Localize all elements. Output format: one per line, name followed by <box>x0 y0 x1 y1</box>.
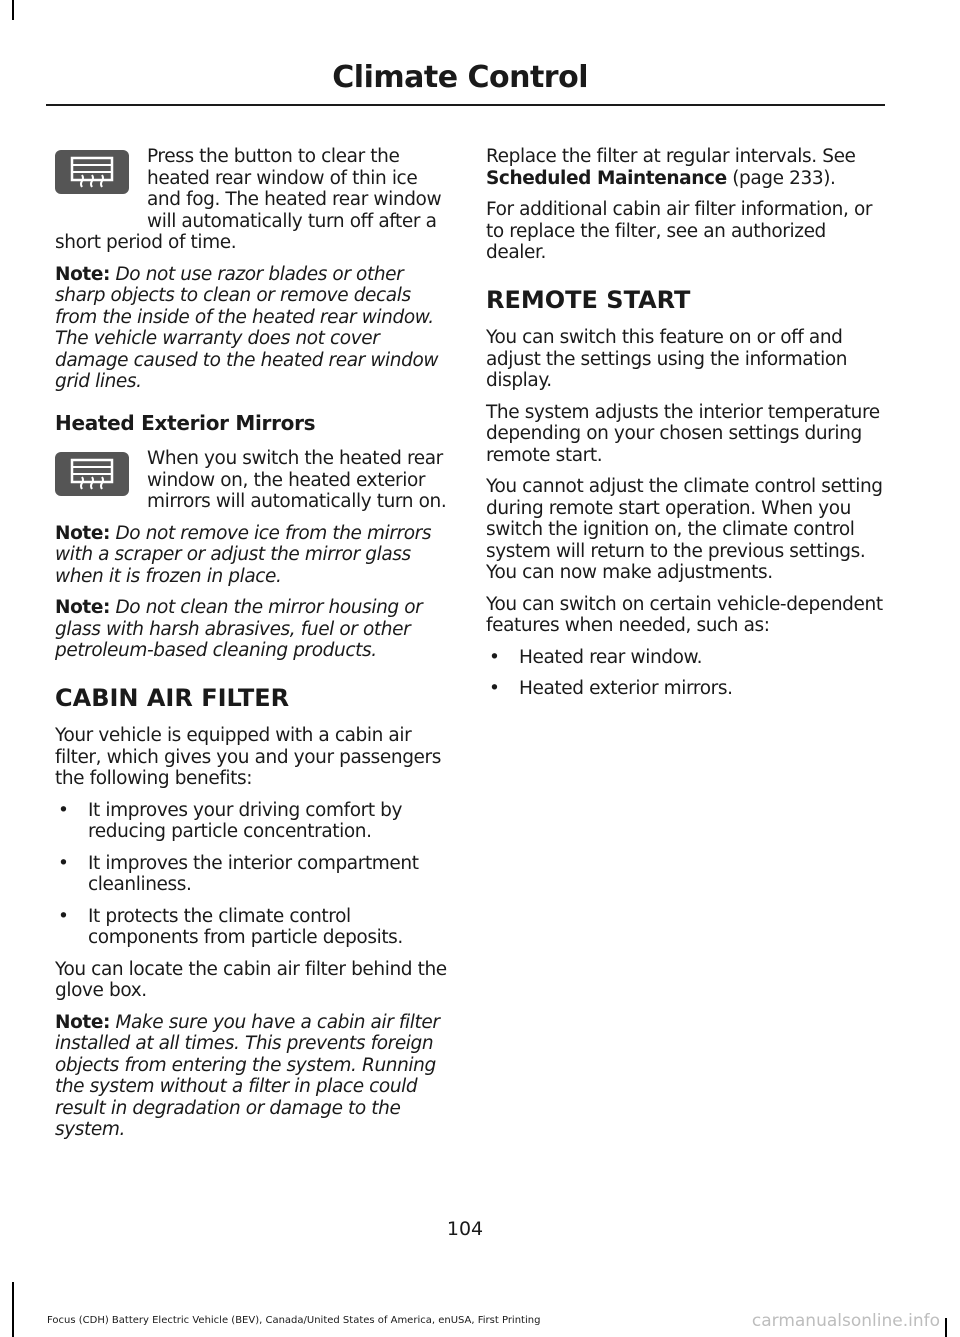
list-item <box>55 906 450 949</box>
section-heading-remote-start: REMOTE START <box>486 285 691 314</box>
bullet-marker: • <box>489 646 500 668</box>
icon-container <box>55 150 147 216</box>
bullet-marker: • <box>58 799 69 821</box>
scheduled-maintenance-link[interactable]: Scheduled Maintenance <box>486 167 727 189</box>
crop-mark-bottom-left <box>12 1282 14 1337</box>
icon-container <box>55 452 147 518</box>
list-item-text: It improves the interior compartment cleanliness. <box>88 852 419 895</box>
note-cabin-filter <box>55 1012 450 1141</box>
list-item <box>486 678 886 700</box>
footer-text: Focus (CDH) Battery Electric Vehicle (BEV), Canada/United States of America, enUSA, First Printing <box>47 1315 541 1326</box>
remote-start-paragraph: You cannot adjust the climate control setting during remote start operation. When you switch the ignition on, the climate control system will return to the previous settings. You can now make adjustments. <box>486 476 883 583</box>
note-text: Make sure you have a cabin air filter installed at all times. This prevents foreign objects from entering the system. Running the system without a filter in place could result in degradation or damage to the system. <box>55 1011 440 1140</box>
note-text: Do not clean the mirror housing or glass with harsh abrasives, fuel or other petroleum-based cleaning products. <box>55 597 423 661</box>
page-number: 104 <box>446 1218 484 1240</box>
bullet-marker: • <box>58 905 69 927</box>
page-reference: (page 233). <box>726 167 836 189</box>
additional-filter-info: For additional cabin air filter information, or to replace the filter, see an authorized dealer. <box>486 199 873 263</box>
remote-start-paragraph: The system adjusts the interior temperature depending on your chosen settings during remote start. <box>486 401 880 466</box>
cabin-filter-intro: Your vehicle is equipped with a cabin air filter, which gives you and your passengers the following benefits: <box>55 725 441 789</box>
note-label: Note: <box>55 597 110 618</box>
heated-rear-window-text: Press the button to clear the heated rear window of thin ice and fog. The heated rear window will automatically turn off after a short period of time. <box>55 146 442 253</box>
note-mirror-cleaning <box>55 597 450 662</box>
list-item <box>55 800 450 843</box>
list-item-text: It protects the climate control components from particle deposits. <box>88 905 403 948</box>
page-title: Climate Control <box>332 60 588 95</box>
right-column <box>486 146 886 710</box>
replace-filter-sentence: Replace the filter at regular intervals. See <box>486 146 856 167</box>
rear-defrost-icon <box>55 452 129 496</box>
header-divider <box>46 104 885 106</box>
crop-mark-top-left <box>12 0 14 20</box>
rear-defrost-icon <box>55 150 129 194</box>
list-item-text: It improves your driving comfort by reducing particle concentration. <box>88 799 403 842</box>
bullet-marker: • <box>489 678 500 699</box>
list-item-text: Heated exterior mirrors. <box>519 678 733 699</box>
note-text: Do not use razor blades or other sharp objects to clean or remove decals from the inside of the heated rear window. The vehicle warranty does not cover damage caused to the heated rear window grid lines. <box>55 263 439 392</box>
note-text: Do not remove ice from the mirrors with a scraper or adjust the mirror glass when it is frozen in place. <box>55 522 432 587</box>
note-razor-blades <box>55 264 450 393</box>
list-item <box>486 647 886 669</box>
note-label: Note: <box>55 522 110 544</box>
note-mirror-ice <box>55 523 450 588</box>
list-item <box>55 853 450 896</box>
bullet-marker: • <box>58 852 69 874</box>
crop-mark-bottom-right <box>945 1318 947 1337</box>
replace-filter-text <box>486 146 886 189</box>
watermark: carmanualsonline.info <box>751 1311 940 1331</box>
remote-start-paragraph: You can switch this feature on or off and adjust the settings using the information display. <box>486 327 848 391</box>
heated-mirrors-text: When you switch the heated rear window on, the heated exterior mirrors will automatically turn on. <box>147 448 447 512</box>
remote-start-paragraph: You can switch on certain vehicle-dependent features when needed, such as: <box>486 593 883 636</box>
note-label: Note: <box>55 263 110 285</box>
left-column <box>55 146 450 1151</box>
cabin-filter-location: You can locate the cabin air filter behind the glove box. <box>55 958 447 1001</box>
section-heading-heated-mirrors: Heated Exterior Mirrors <box>55 410 316 435</box>
section-heading-cabin-air-filter: CABIN AIR FILTER <box>55 683 290 712</box>
note-label: Note: <box>55 1011 110 1033</box>
list-item-text: Heated rear window. <box>519 646 703 668</box>
